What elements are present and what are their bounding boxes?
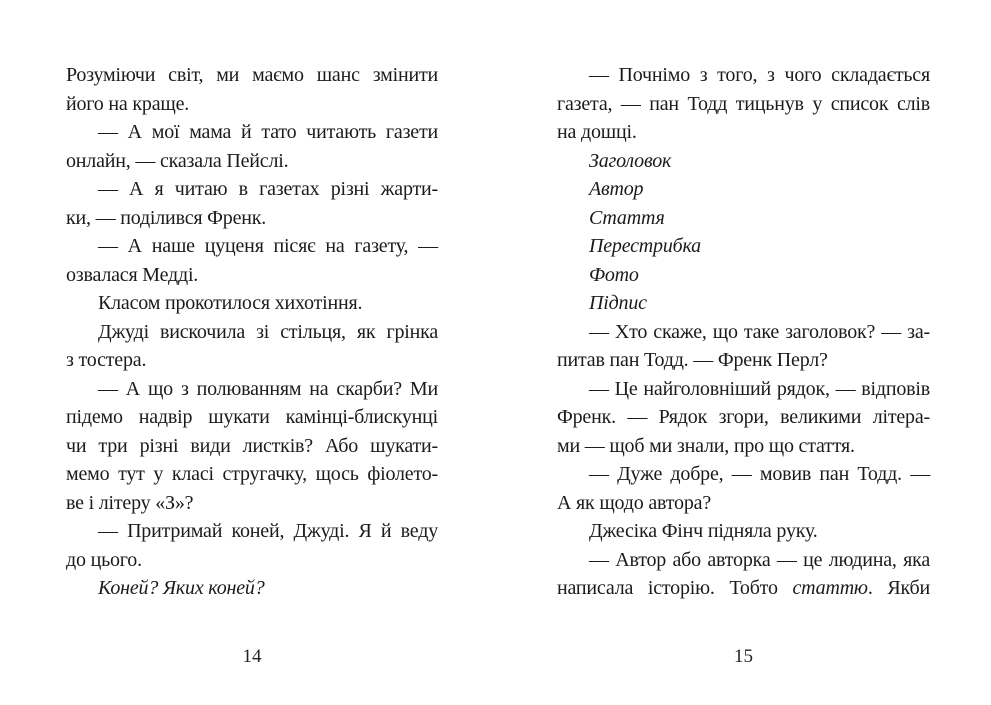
- text-line: Коней? Яких коней?: [98, 577, 265, 599]
- text-line: Фото: [589, 263, 639, 286]
- text-line: Підпис: [589, 292, 647, 314]
- italic-text-segment: статтю: [792, 577, 868, 599]
- text-line: з тостера.: [66, 349, 147, 371]
- text-line: онлайн, — сказала Пейслі.: [66, 149, 289, 172]
- text-line: — А мої мама й тато читають газети: [98, 121, 438, 143]
- text-line: Автор: [589, 178, 644, 200]
- text-line: — А наше цуценя пісяє на газету, —: [98, 235, 438, 257]
- text-line: ки, — поділився Френк.: [66, 206, 267, 229]
- page-right-text: [557, 61, 930, 603]
- text-line: А як щодо автора?: [557, 491, 712, 514]
- text-line: до цього.: [66, 548, 142, 571]
- text-line: озвалася Медді.: [66, 263, 199, 286]
- text-line: — Хто скаже, що таке заголовок? — за-: [589, 320, 930, 343]
- text-line: газета, — пан Тодд тицьнув у список слів: [557, 92, 930, 115]
- text-line: підемо надвір шукати камінці-блискунці: [66, 406, 438, 428]
- page-left-text: [66, 61, 438, 603]
- text-line: — А я читаю в газетах різні жарти-: [98, 178, 438, 200]
- text-line: — Притримай коней, Джуді. Я й веду: [98, 520, 438, 542]
- page-number-right: 15: [734, 646, 753, 667]
- text-line: — Автор або авторка — це людина, яка: [589, 548, 930, 571]
- text-line: Класом прокотилося хихотіння.: [98, 292, 363, 314]
- text-line: Френк. — Рядок згори, великими літера-: [557, 406, 930, 428]
- text-segment: написала історію. Тобто: [557, 577, 793, 599]
- text-line: Розуміючи світ, ми маємо шанс змінити: [66, 64, 438, 86]
- text-line: на дошці.: [557, 121, 637, 143]
- text-line: Стаття: [589, 206, 665, 229]
- text-line: — Почнімо з того, з чого складається: [589, 64, 930, 86]
- text-line: Джесіка Фінч підняла руку.: [589, 520, 818, 542]
- text-line: — Дуже добре, — мовив пан Тодд. —: [589, 463, 930, 485]
- text-line: [557, 574, 930, 603]
- text-line: Джуді вискочила зі стільця, як грінка: [98, 320, 438, 343]
- text-line: його на краще.: [66, 92, 190, 115]
- text-line: — Це найголовніший рядок, — відповів: [589, 377, 930, 400]
- text-line: питав пан Тодд. — Френк Перл?: [557, 349, 828, 371]
- text-line: — А що з полюванням на скарби? Ми: [98, 377, 438, 400]
- text-line: Заголовок: [589, 149, 672, 172]
- text-line: мемо тут у класі стругачку, щось фіолето-: [66, 463, 438, 485]
- text-segment: . Якби: [867, 577, 930, 599]
- text-line: чи три різні види листків? Або шукати-: [66, 434, 438, 457]
- text-line: ми — щоб ми знали, про що стаття.: [557, 434, 855, 457]
- text-line: ве і літеру «З»?: [66, 491, 194, 514]
- page-number-left: 14: [242, 646, 262, 667]
- text-line: Перестрибка: [589, 235, 701, 257]
